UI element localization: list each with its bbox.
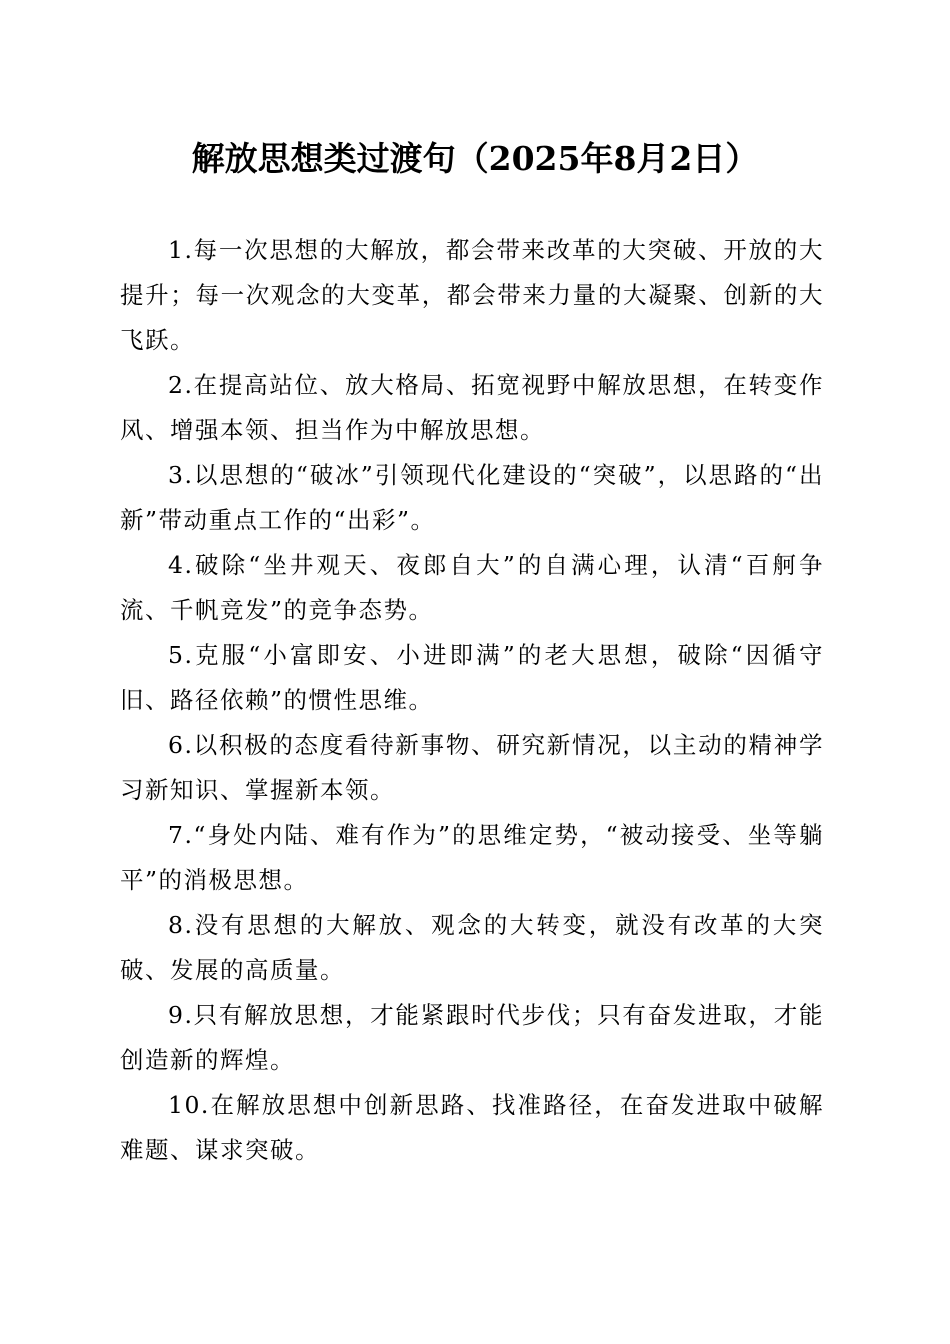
paragraph-2: 2.在提高站位、放大格局、拓宽视野中解放思想，在转变作风、增强本领、担当作为中解放思想。: [120, 371, 824, 444]
paragraph-4: 4.破除“坐井观天、夜郎自大”的自满心理，认清“百舸争流、千帆竞发”的竞争态势。: [120, 551, 824, 624]
paragraph-1: 1.每一次思想的大解放，都会带来改革的大突破、开放的大提升；每一次观念的大变革，都会带来力量的大凝聚、创新的大飞跃。: [120, 236, 824, 354]
paragraph-7: 7.“身处内陆、难有作为”的思维定势，“被动接受、坐等躺平”的消极思想。: [120, 821, 824, 894]
paragraph-6: 6.以积极的态度看待新事物、研究新情况，以主动的精神学习新知识、掌握新本领。: [120, 731, 824, 804]
paragraph-3: 3.以思想的“破冰”引领现代化建设的“突破”，以思路的“出新”带动重点工作的“出彩”。: [120, 461, 824, 534]
document-body: [120, 228, 824, 1173]
paragraph-10: 10.在解放思想中创新思路、找准路径，在奋发进取中破解难题、谋求突破。: [120, 1091, 824, 1164]
document-title: 解放思想类过渡句（2025年8月2日）: [191, 139, 759, 178]
paragraph-5: 5.克服“小富即安、小进即满”的老大思想，破除“因循守旧、路径依赖”的惯性思维。: [120, 641, 824, 714]
paragraph-9: 9.只有解放思想，才能紧跟时代步伐；只有奋发进取，才能创造新的辉煌。: [120, 1001, 824, 1074]
paragraph-8: 8.没有思想的大解放、观念的大转变，就没有改革的大突破、发展的高质量。: [120, 911, 824, 984]
